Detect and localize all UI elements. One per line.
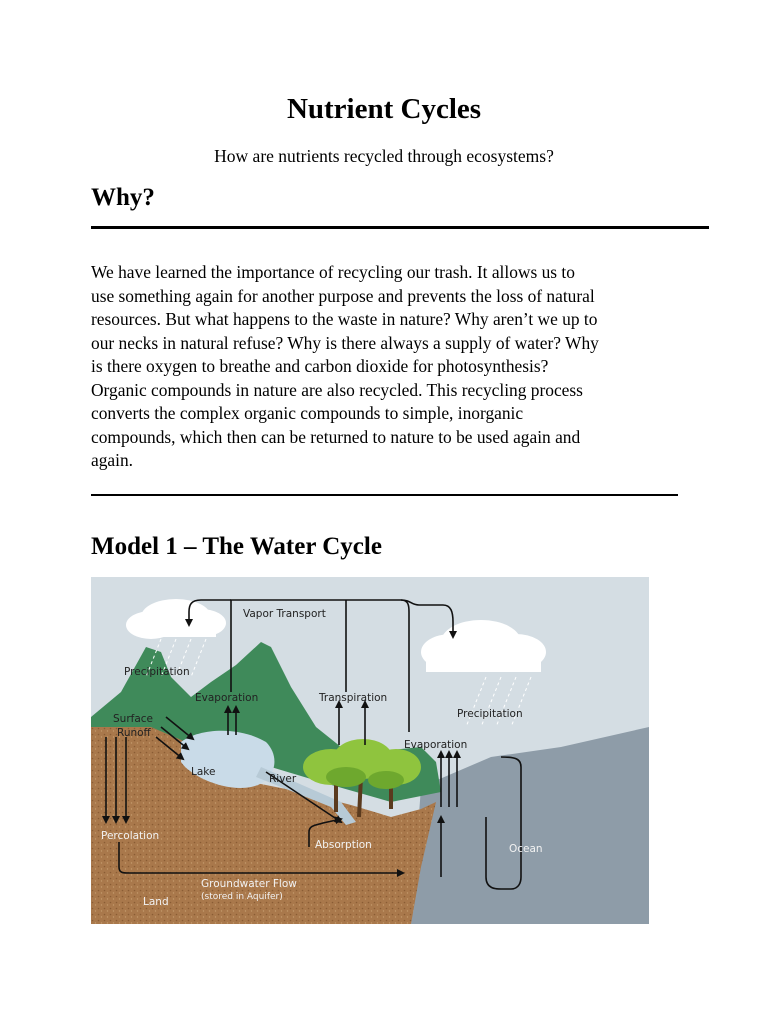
why-heading: Why? bbox=[91, 184, 155, 211]
label-ocean: Ocean bbox=[509, 843, 543, 855]
label-stored-in-aquifer: (stored in Aquifer) bbox=[201, 892, 283, 902]
why-line: our necks in natural refuse? Why is there always a supply of water? Why bbox=[91, 332, 599, 353]
why-line: again. bbox=[91, 450, 134, 470]
why-line: compounds, which then can be returned to nature to be used again and bbox=[91, 426, 581, 447]
why-line: use something again for another purpose and prevents the loss of natural bbox=[91, 285, 595, 306]
why-paragraph bbox=[91, 261, 681, 473]
label-absorption: Absorption bbox=[315, 839, 372, 851]
label-evaporation-left: Evaporation bbox=[195, 692, 259, 704]
label-lake: Lake bbox=[191, 766, 216, 778]
label-surface: Surface bbox=[113, 713, 154, 725]
label-river: River bbox=[269, 773, 297, 785]
label-precipitation-left: Precipitation bbox=[124, 666, 190, 678]
water-cycle-svg bbox=[91, 577, 649, 924]
page-subtitle: How are nutrients recycled through ecosystems? bbox=[214, 146, 554, 166]
why-line: We have learned the importance of recycling our trash. It allows us to bbox=[91, 262, 575, 282]
label-runoff: Runoff bbox=[117, 727, 151, 739]
label-groundwater-flow: Groundwater Flow bbox=[201, 878, 297, 890]
label-evaporation-right: Evaporation bbox=[404, 739, 468, 751]
label-land: Land bbox=[143, 896, 169, 908]
why-line: Organic compounds in nature are also recycled. This recycling process bbox=[91, 379, 583, 400]
why-line: resources. But what happens to the waste in nature? Why aren’t we up to bbox=[91, 309, 598, 329]
divider-thin bbox=[91, 494, 678, 496]
why-line: converts the complex organic compounds to simple, inorganic bbox=[91, 403, 524, 423]
divider-thick bbox=[91, 226, 709, 229]
page-title: Nutrient Cycles bbox=[286, 93, 482, 125]
label-precipitation-right: Precipitation bbox=[457, 708, 523, 720]
label-vapor-transport: Vapor Transport bbox=[243, 608, 326, 620]
label-percolation: Percolation bbox=[101, 830, 160, 842]
model-heading: Model 1 – The Water Cycle bbox=[91, 533, 382, 560]
water-cycle-diagram bbox=[91, 577, 649, 924]
label-transpiration: Transpiration bbox=[319, 692, 388, 704]
why-line: is there oxygen to breathe and carbon dioxide for photosynthesis? bbox=[91, 356, 549, 376]
